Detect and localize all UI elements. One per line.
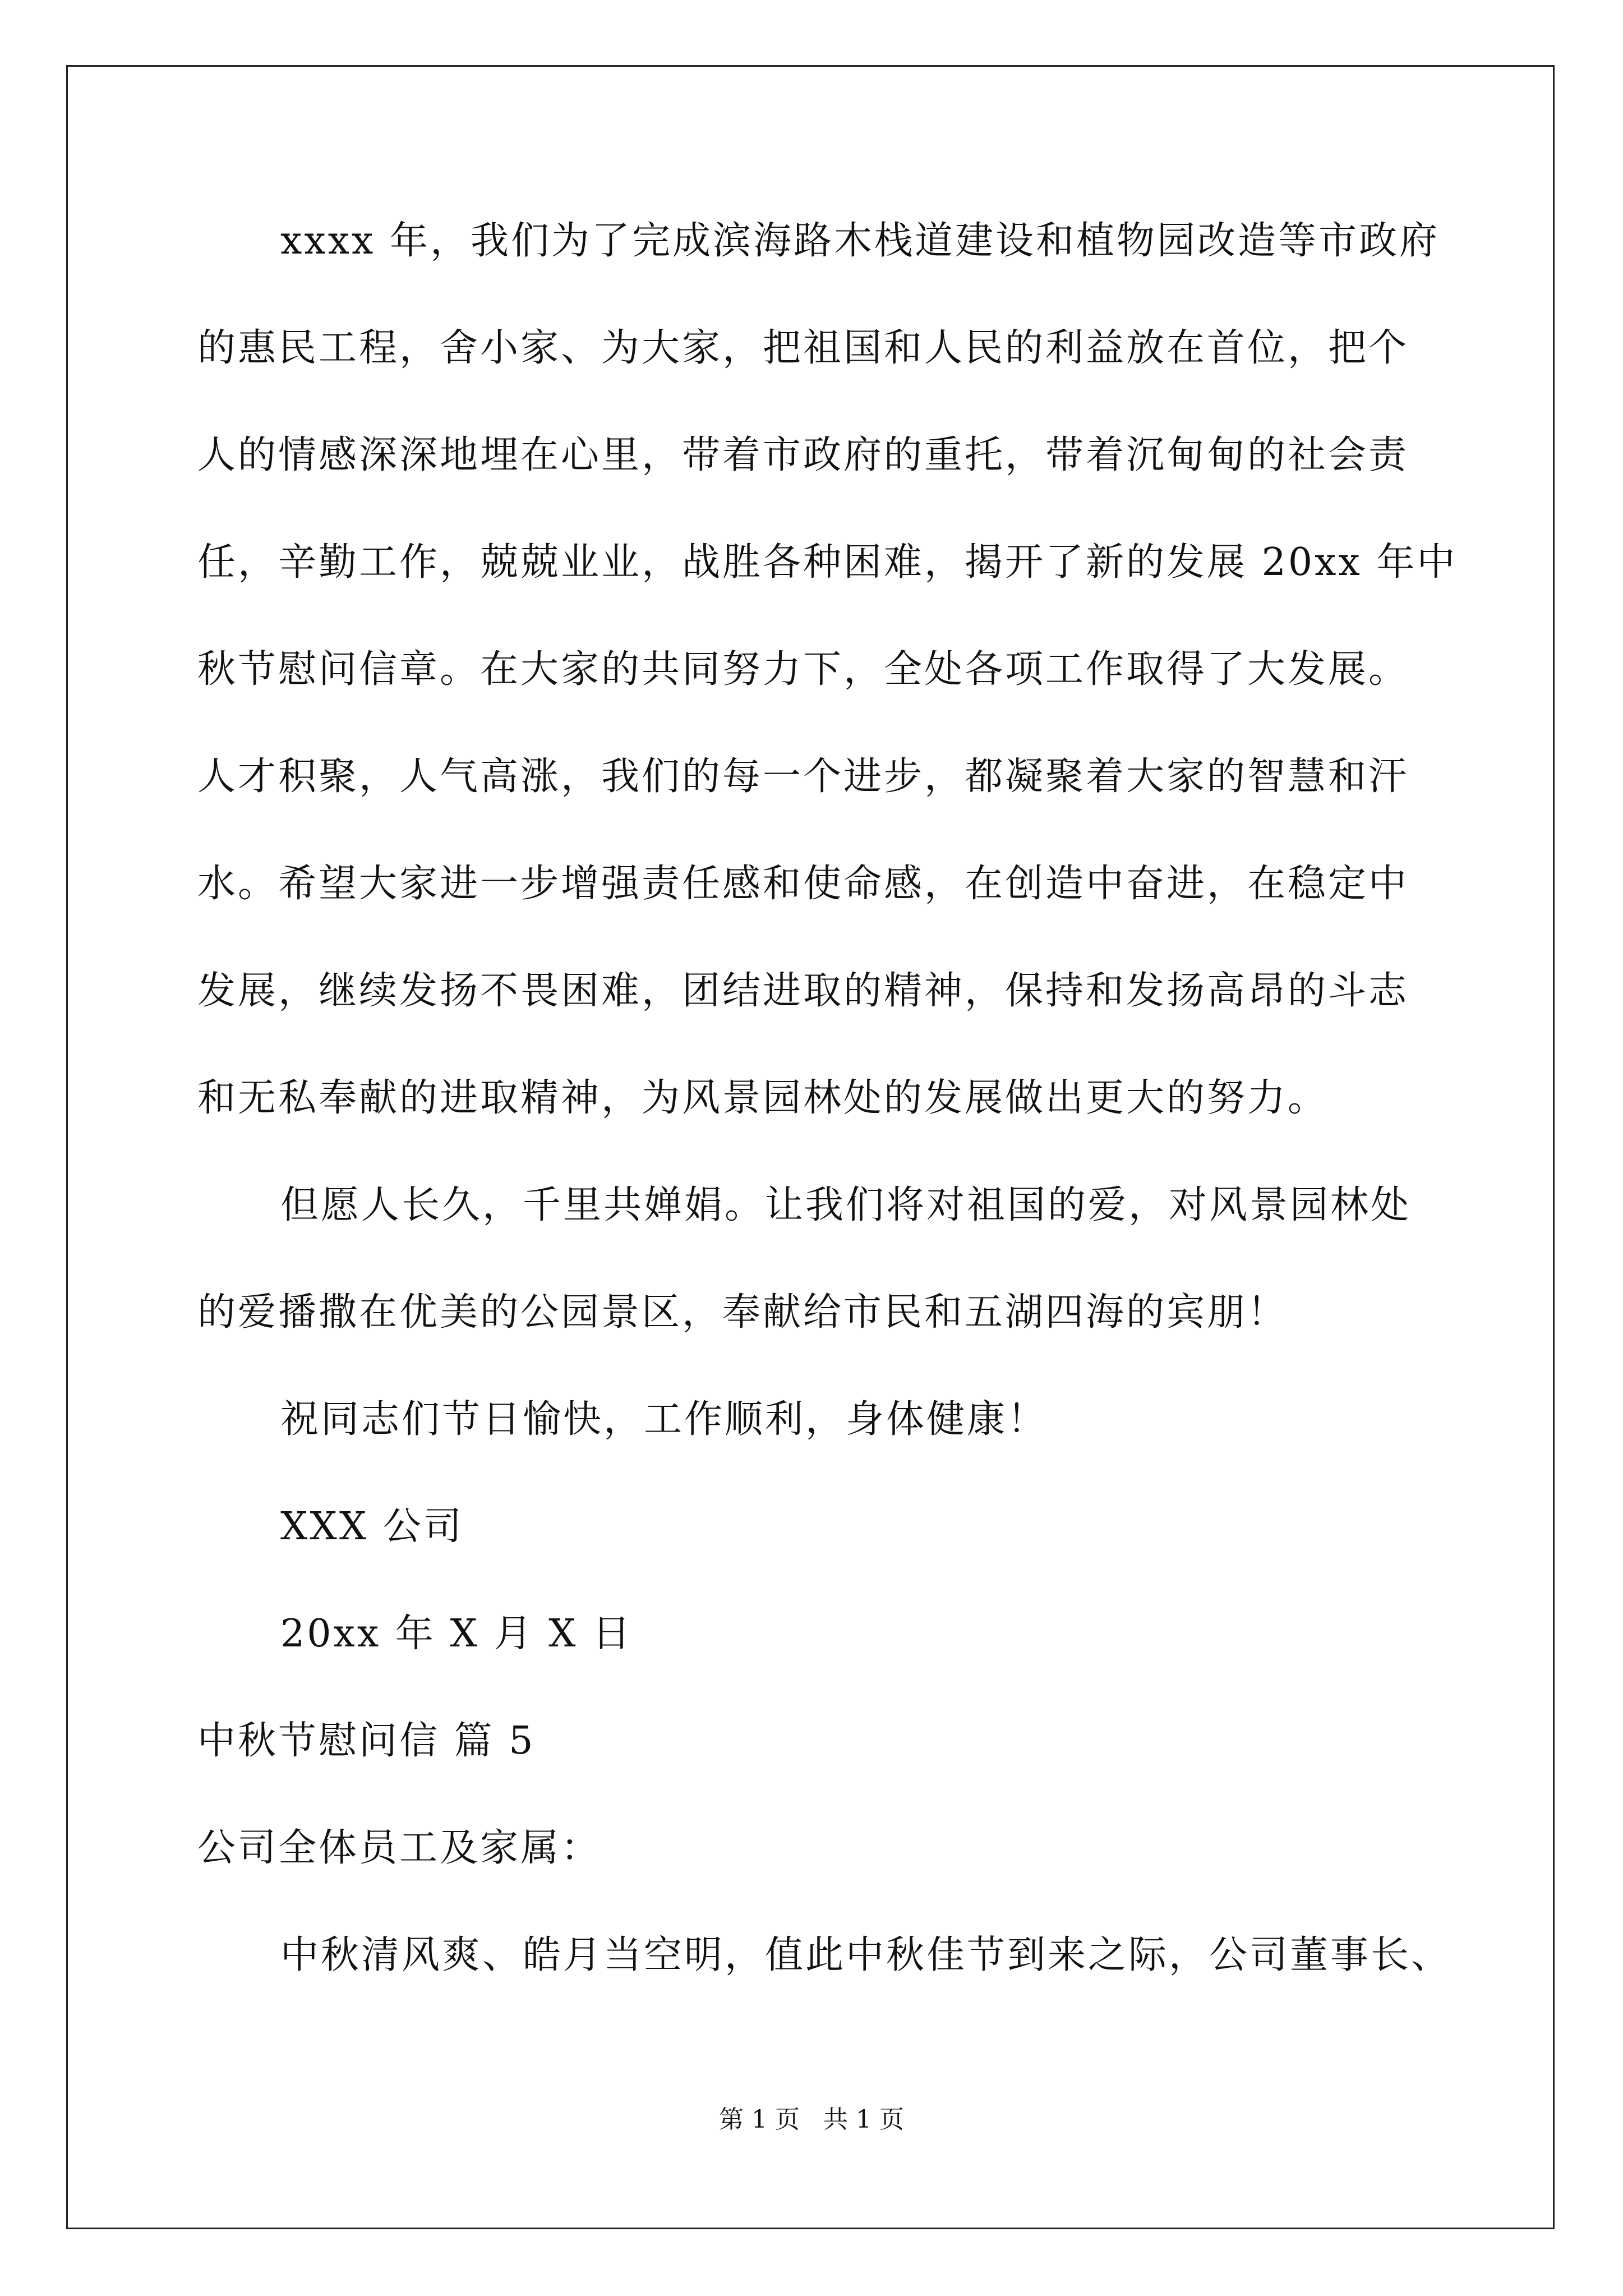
paragraph-line: 中秋清风爽、皓月当空明，值此中秋佳节到来之际，公司董事长、 — [280, 1933, 1452, 1977]
page-border — [66, 65, 1555, 2229]
signature-date: 20xx 年 X 月 X 日 — [280, 1612, 633, 1656]
paragraph-line: 人的情感深深地埋在心里，带着市政府的重托，带着沉甸甸的社会责 — [197, 433, 1409, 477]
paragraph-line: 秋节慰问信章。在大家的共同努力下，全处各项工作取得了大发展。 — [197, 647, 1409, 692]
paragraph-line: 人才积聚，人气高涨，我们的每一个进步，都凝聚着大家的智慧和汗 — [197, 754, 1409, 799]
greeting-line: 祝同志们节日愉快，工作顺利，身体健康！ — [280, 1397, 1048, 1442]
paragraph-line: 发展，继续发扬不畏困难，团结进取的精神，保持和发扬高昂的斗志 — [197, 969, 1409, 1013]
paragraph-line: 但愿人长久，千里共婵娟。让我们将对祖国的爱，对风景园林处 — [280, 1183, 1412, 1227]
signature-company: XXX 公司 — [280, 1504, 464, 1549]
page-footer: 第 1 页 共 1 页 — [719, 2105, 904, 2134]
paragraph-line: 的爱播撒在优美的公园景区，奉献给市民和五湖四海的宾朋！ — [197, 1290, 1288, 1335]
paragraph-line: 水。希望大家进一步增强责任感和使命感，在创造中奋进，在稳定中 — [197, 862, 1409, 906]
paragraph-line: 和无私奉献的进取精神，为风景园林处的发展做出更大的努力。 — [197, 1076, 1329, 1120]
paragraph-line: 任，辛勤工作，兢兢业业，战胜各种困难，揭开了新的发展 20xx 年中 — [197, 540, 1458, 585]
section-heading: 中秋节慰问信 篇 5 — [197, 1719, 536, 1763]
salutation: 公司全体员工及家属： — [197, 1826, 602, 1870]
paragraph-line: xxxx 年，我们为了完成滨海路木栈道建设和植物园改造等市政府 — [280, 219, 1440, 263]
paragraph-line: 的惠民工程，舍小家、为大家，把祖国和人民的利益放在首位，把个 — [197, 326, 1409, 370]
